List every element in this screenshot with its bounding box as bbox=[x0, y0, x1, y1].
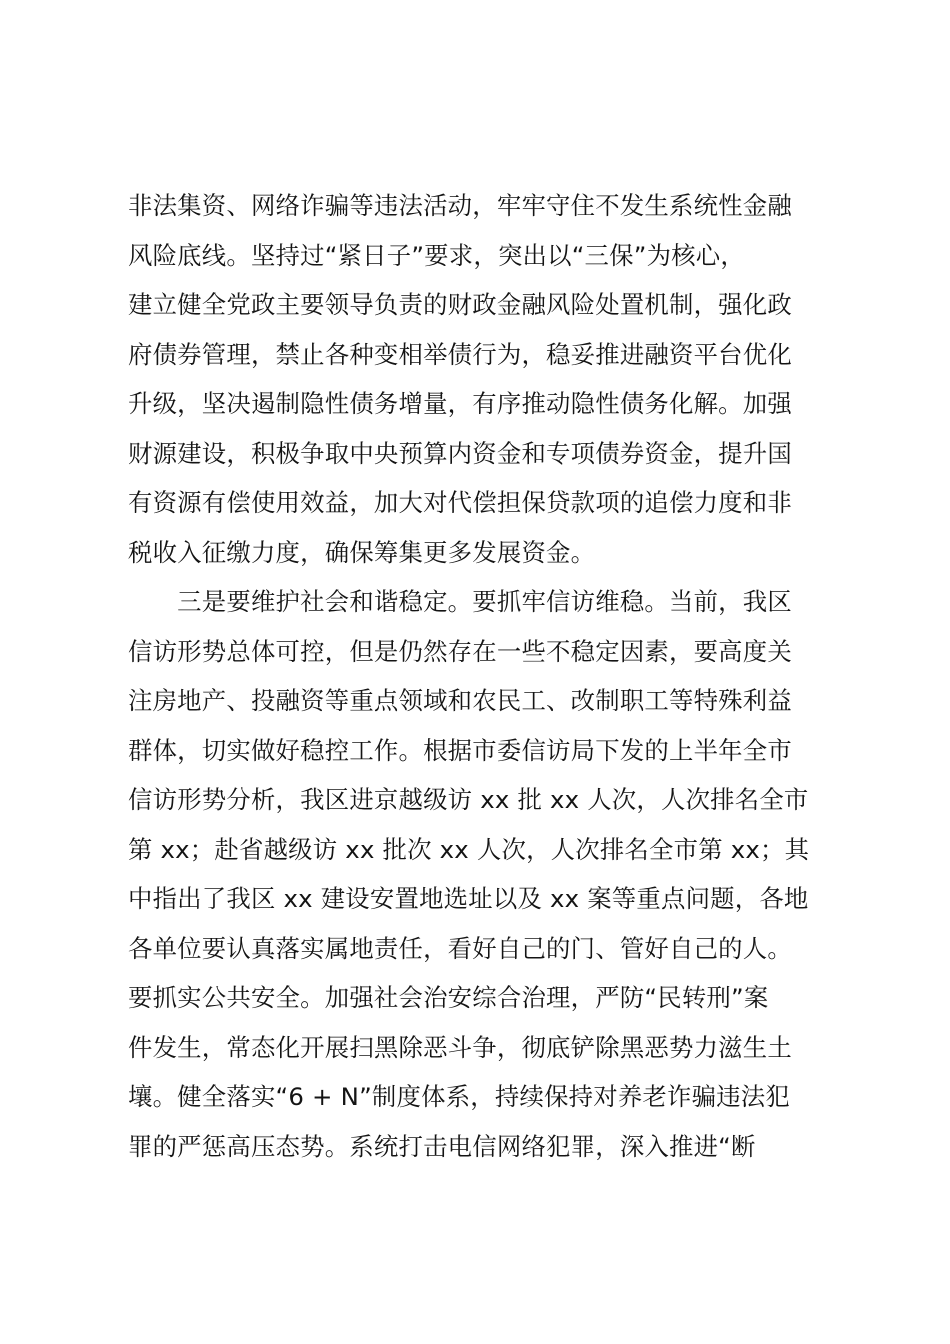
text-line: 注房地产、投融资等重点领域和农民工、改制职工等特殊利益 bbox=[128, 686, 792, 715]
text-line: 非法集资、网络诈骗等违法活动，牢牢守住不发生系统性金融 bbox=[128, 191, 792, 220]
text-line: 罪的严惩高压态势。系统打击电信网络犯罪，深入推进“断 bbox=[128, 1131, 756, 1161]
text-line: 壤。健全落实“6 + N”制度体系，持续保持对养老诈骗违法犯 bbox=[128, 1082, 790, 1111]
text-line: 群体，切实做好稳控工作。根据市委信访局下发的上半年全市 bbox=[128, 735, 792, 765]
paragraph-start-line: 三是要维护社会和谐稳定。要抓牢信访维稳。当前，我区 bbox=[128, 587, 792, 616]
text-line: 建立健全党政主要领导负责的财政金融风险处置机制，强化政 bbox=[128, 290, 792, 319]
text-line: 风险底线。坚持过“紧日子”要求，突出以“三保”为核心， bbox=[128, 240, 745, 270]
text-line: 升级，坚决遏制隐性债务增量，有序推动隐性债务化解。加强 bbox=[128, 389, 792, 418]
text-line: 财源建设，积极争取中央预算内资金和专项债券资金，提升国 bbox=[128, 438, 792, 468]
text-line: 件发生，常态化开展扫黑除恶斗争，彻底铲除黑恶势力滋生土 bbox=[128, 1032, 792, 1062]
text-line: 信访形势总体可控，但是仍然存在一些不稳定因素，要高度关 bbox=[128, 636, 792, 666]
text-line: 有资源有偿使用效益，加大对代偿担保贷款项的追偿力度和非 bbox=[128, 488, 792, 517]
text-line: 税收入征缴力度，确保筹集更多发展资金。 bbox=[128, 537, 596, 567]
text-line: 第 xx；赴省越级访 xx 批次 xx 人次，人次排名全市第 xx；其 bbox=[128, 834, 810, 864]
body-text bbox=[128, 181, 838, 1171]
text-line: 要抓实公共安全。加强社会治安综合治理，严防“民转刑”案 bbox=[128, 983, 769, 1012]
text-line: 中指出了我区 xx 建设安置地选址以及 xx 案等重点问题，各地 bbox=[128, 884, 809, 913]
text-line: 各单位要认真落实属地责任，看好自己的门、管好自己的人。 bbox=[128, 933, 792, 963]
text-line: 信访形势分析，我区进京越级访 xx 批 xx 人次，人次排名全市 bbox=[128, 785, 809, 814]
text-line: 府债券管理，禁止各种变相举债行为，稳妥推进融资平台优化 bbox=[128, 339, 792, 369]
